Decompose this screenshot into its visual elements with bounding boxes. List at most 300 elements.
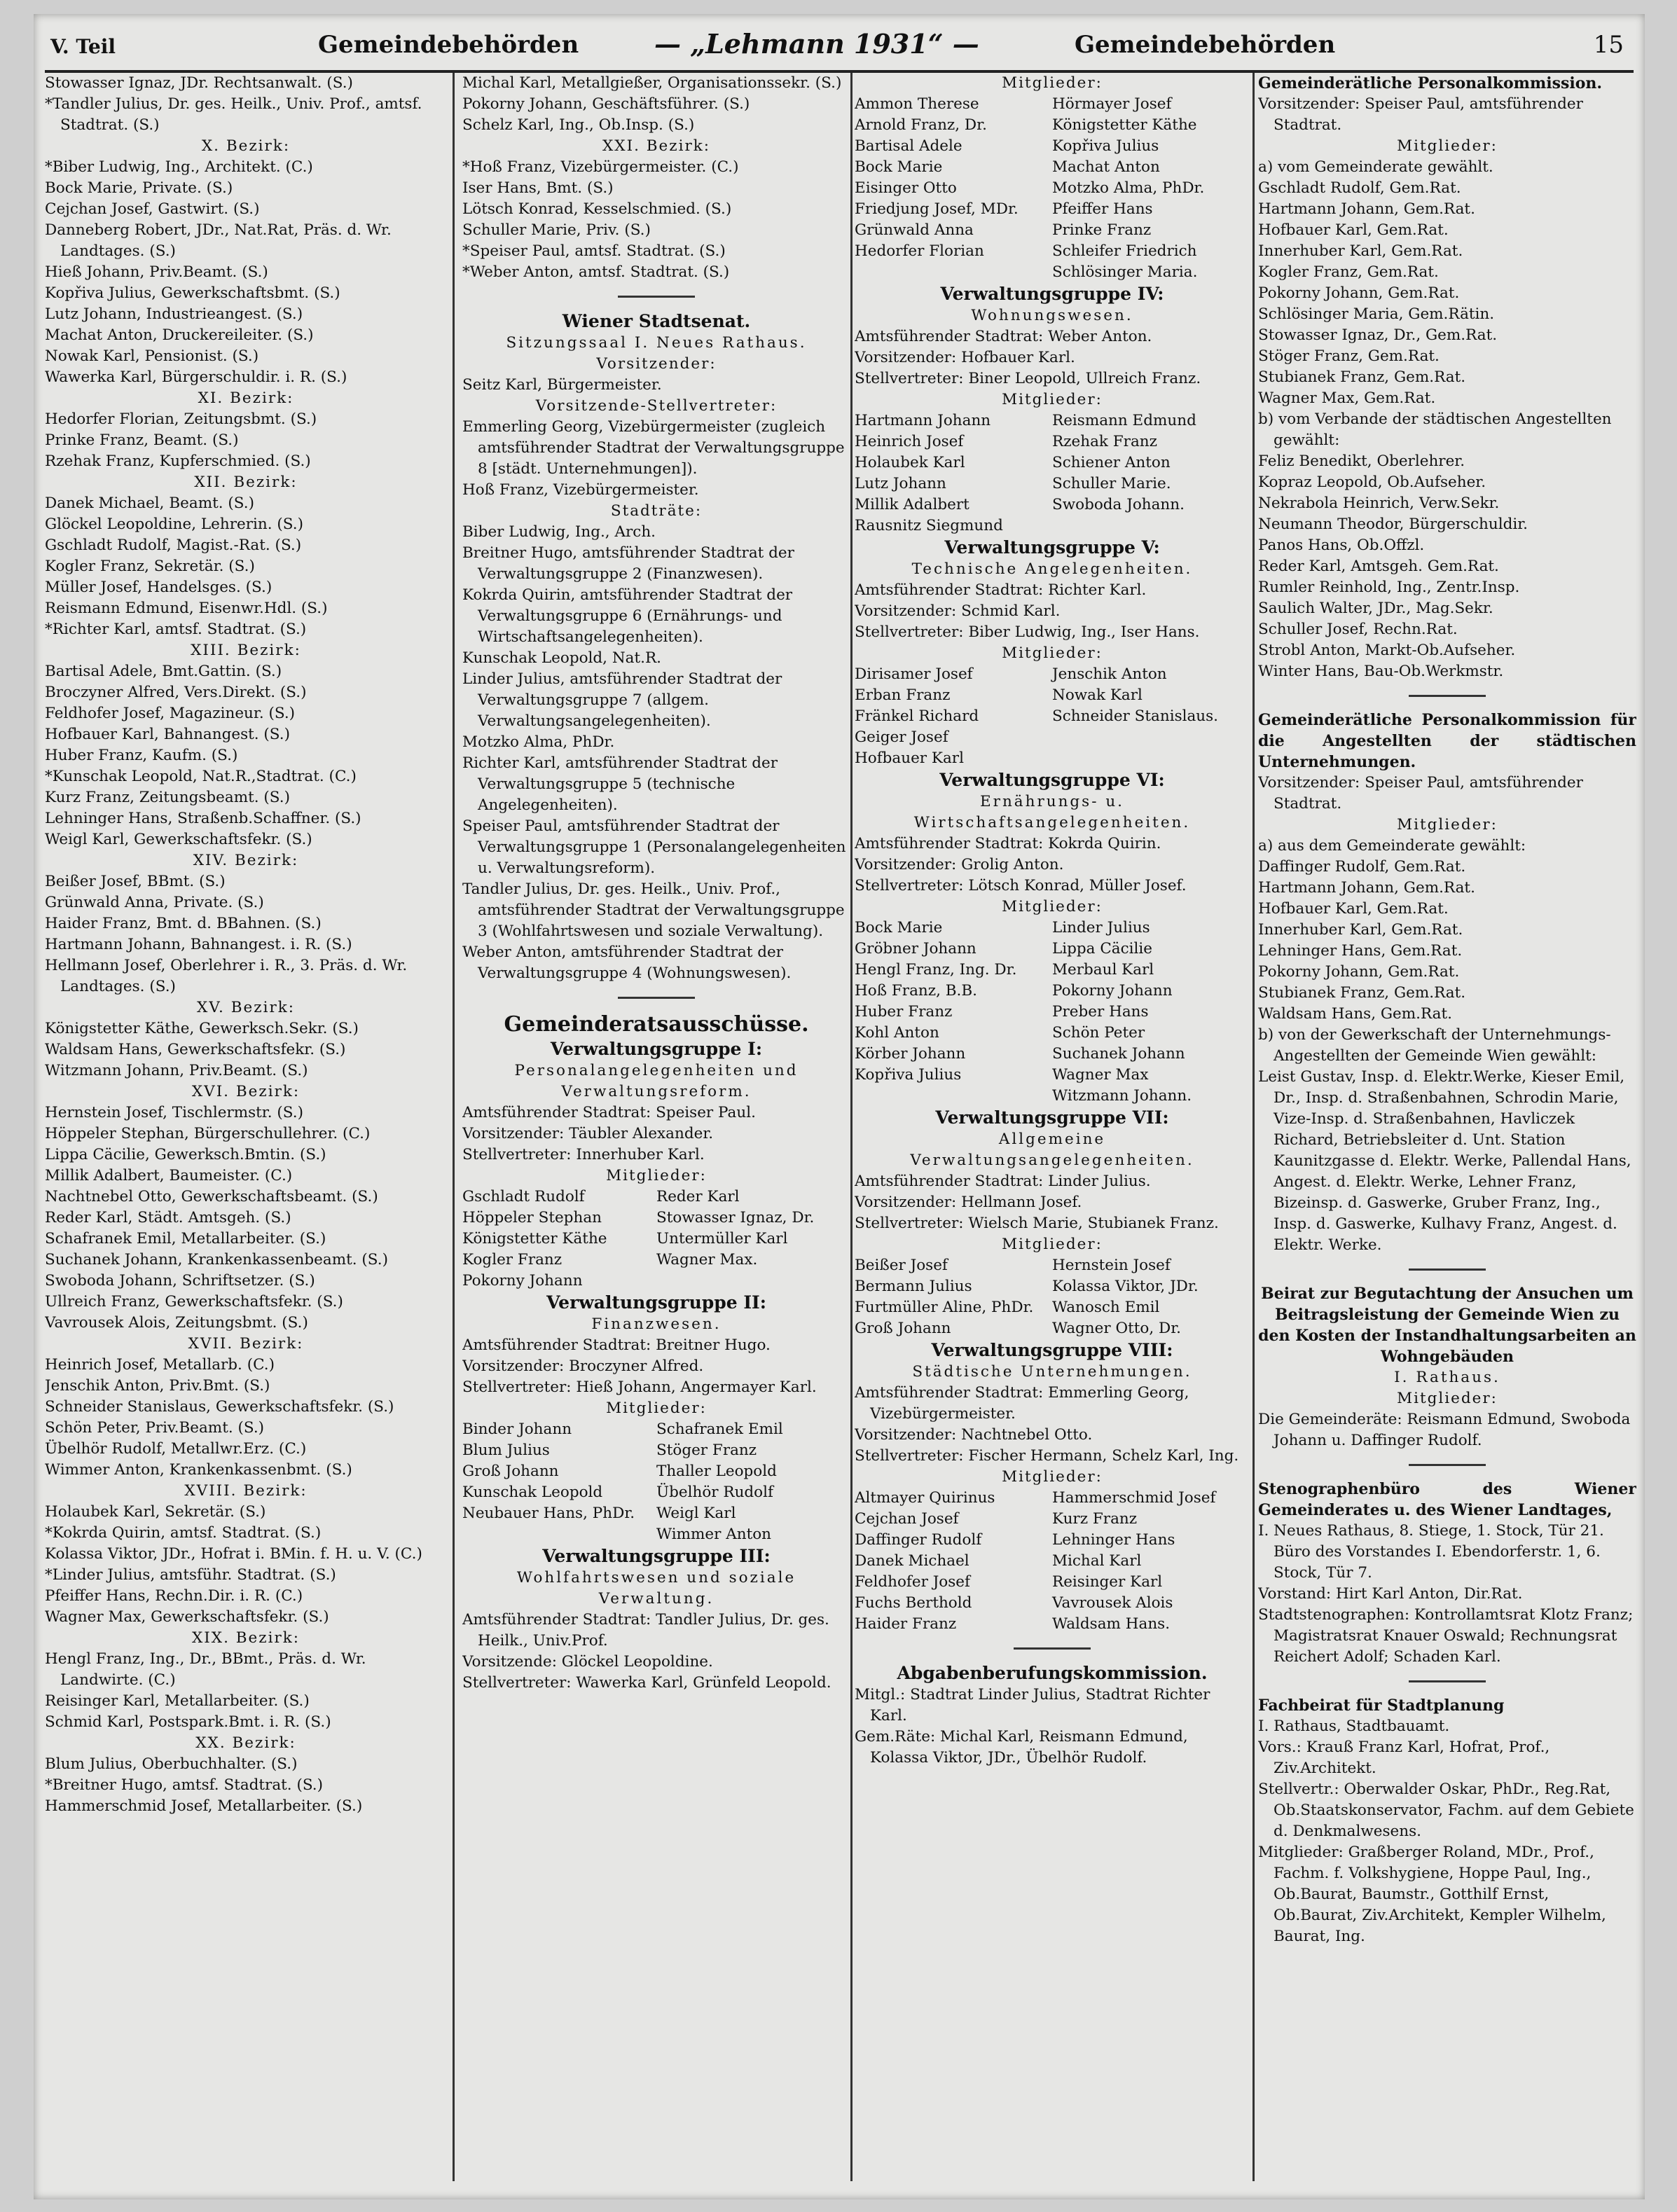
list-item: Vorsitzender: Broczyner Alfred. (462, 1357, 704, 1375)
list-item: Heinrich Josef, Metallarb. (C.) (45, 1356, 275, 1374)
member-name: Beißer Josef (855, 1257, 948, 1274)
list-item: Waldsam Hans, Gem.Rat. (1258, 1005, 1452, 1023)
list-item: Schlösinger Maria, Gem.Rätin. (1258, 305, 1495, 323)
member-name: Übelhör Rudolf (656, 1484, 773, 1501)
member-name: Wagner Max (1052, 1066, 1149, 1084)
list-item: Lehninger Hans, Gem.Rat. (1258, 942, 1463, 960)
member-name: Kolassa Viktor, JDr. (1052, 1278, 1199, 1295)
list-item: Bock Marie, Private. (S.) (45, 179, 233, 197)
member-name: Nowak Karl (1052, 686, 1143, 704)
list-item: Königstetter Käthe, Gewerksch.Sekr. (S.) (45, 1020, 359, 1037)
list-block (855, 1685, 1250, 1769)
list-item: Rumler Reinhold, Ing., Zentr.Insp. (1258, 579, 1520, 596)
paragraph: Stellvertr.: Oberwalder Oskar, PhDr., Reg.Rat, Ob.Staatskonservator, Fachm. auf dem Gebiete d. Denkmalwesens. (1258, 1781, 1634, 1840)
list-item: Winter Hans, Bau-Ob.Werkmstr. (1258, 663, 1504, 680)
list-item: Reisinger Karl, Metallarbeiter. (S.) (45, 1692, 310, 1710)
list-item: *Richter Karl, amtsf. Stadtrat. (S.) (45, 621, 307, 638)
divider (1409, 1464, 1486, 1466)
list-block (462, 73, 850, 136)
paragraph: Leist Gustav, Insp. d. Elektr.Werke, Kieser Emil, Dr., Insp. d. Straßenbahnen, Schrodin Marie, Vize-Insp. d. Straßenbahnen, Havliczek Richard, Betriebsleiter d. Unt. Station Kaunitzgasse d. Elektr. Werke, Pallendal Hans, Angest. d. Elektr. Werke, Lehner Franz, Bizeinsp. d. Gaswerke, Gruber Franz, Ing., Insp. d. Gaswerke, Kulhavy Franz, Angest. d. Elektr. Werke. (1258, 1068, 1631, 1254)
member-name: Bartisal Adele (855, 137, 962, 155)
members-table (462, 1187, 850, 1292)
list-item: Vorsitzender: Schmid Karl. (855, 602, 1061, 620)
page-number: 15 (1593, 31, 1624, 59)
district-list (462, 157, 850, 283)
member-name: Grünwald Anna (855, 221, 974, 239)
group-section (855, 537, 1250, 769)
list-item: Iser Hans, Bmt. (S.) (462, 179, 614, 197)
divider (1409, 1680, 1486, 1682)
member-name: Motzko Alma, PhDr. (1052, 179, 1205, 197)
group-section (462, 1292, 850, 1545)
member-name: Hammerschmid Josef (1052, 1489, 1216, 1507)
document-page (34, 14, 1645, 2199)
list-item: Amtsführender Stadtrat: Tandler Julius, Dr. ges. Heilk., Univ.Prof. (462, 1611, 829, 1650)
list-item: Stellvertreter: Biner Leopold, Ullreich Franz. (855, 370, 1201, 387)
list-item: Panos Hans, Ob.Offzl. (1258, 537, 1425, 554)
list-item: *Biber Ludwig, Ing., Architekt. (C.) (45, 158, 313, 176)
list-item: Schmid Karl, Postspark.Bmt. i. R. (S.) (45, 1713, 331, 1731)
list-item: Hammerschmid Josef, Metallarbeiter. (S.) (45, 1797, 363, 1815)
paragraph: Vorstand: Hirt Karl Anton, Dir.Rat. (1258, 1585, 1523, 1603)
list-item: Weigl Karl, Gewerkschaftsfekr. (S.) (45, 831, 312, 848)
district-heading: XX. Bezirk: (195, 1734, 296, 1752)
members-col-b (656, 1419, 850, 1545)
members-table (855, 410, 1250, 537)
district-heading: XI. Bezirk: (198, 389, 294, 407)
group-label: b) von der Gewerkschaft der Unternehmungs-Angestellten der Gemeinde Wien gewählt: (1258, 1026, 1611, 1065)
list-item: Stellvertreter: Wawerka Karl, Grünfeld Leopold. (462, 1674, 831, 1692)
list-item: Waldsam Hans, Gewerkschaftsfekr. (S.) (45, 1041, 346, 1058)
member-name: Lehninger Hans (1052, 1531, 1175, 1549)
group-title: Verwaltungsgruppe VIII: (931, 1340, 1173, 1360)
list-item: Wawerka Karl, Bürgerschuldir. i. R. (S.) (45, 368, 347, 386)
chair-line: Vorsitzender: Speiser Paul, amtsführender Stadtrat. (1258, 774, 1583, 813)
members-col-b (1052, 664, 1250, 769)
list-item: Vorsitzender: Täubler Alexander. (462, 1125, 714, 1142)
member-name: Schuller Marie. (1052, 475, 1171, 492)
paragraph: I. Neues Rathaus, 8. Stiege, 1. Stock, Tür 21. Büro des Vorstandes I. Ebendorferstr. 1, 6. Stock, Tür 7. (1258, 1522, 1604, 1582)
member-name: Groß Johann (855, 1320, 951, 1337)
column-rule (850, 73, 853, 2181)
member-name: Michal Karl (1052, 1552, 1142, 1570)
member-name: Thaller Leopold (656, 1463, 777, 1480)
district-list (45, 661, 447, 850)
member-name: Preber Hans (1052, 1003, 1149, 1021)
group-officers (855, 1171, 1250, 1234)
list-item: Glöckel Leopoldine, Lehrerin. (S.) (45, 516, 303, 533)
list-item: Rzehak Franz, Kupferschmied. (S.) (45, 452, 311, 470)
list-item: Wimmer Anton, Krankenkassenbmt. (S.) (45, 1461, 352, 1479)
district-section (45, 850, 447, 997)
district-list (45, 1649, 447, 1733)
list-item: Feldhofer Josef, Magazineur. (S.) (45, 705, 296, 722)
member-name: Kohl Anton (855, 1024, 939, 1042)
section-subtitle: Sitzungssaal I. Neues Rathaus. (506, 334, 807, 352)
list-item: Speiser Paul, amtsführender Stadtrat der Verwaltungsgruppe 1 (Personalangelegenheiten u. Verwaltungsreform). (462, 817, 846, 877)
members-col-a (855, 94, 1052, 283)
member-name: Vavrousek Alois (1052, 1594, 1173, 1612)
group-subject: Finanzwesen. (591, 1315, 722, 1333)
member-name: Wagner Otto, Dr. (1052, 1320, 1181, 1337)
section-title: Stenographenbüro des Wiener Gemeinderates u. des Wiener Landtages, (1258, 1480, 1636, 1519)
group-title: Verwaltungsgruppe I: (550, 1039, 763, 1059)
list-item: Grünwald Anna, Private. (S.) (45, 894, 264, 911)
list-item: Stubianek Franz, Gem.Rat. (1258, 984, 1466, 1002)
group-section (855, 283, 1250, 537)
group-officers (462, 1335, 850, 1398)
section-title: Gemeinderätliche Personalkommission. (1258, 74, 1603, 92)
list-item: Ullreich Franz, Gewerkschaftsfekr. (S.) (45, 1293, 343, 1311)
list-item: *Tandler Julius, Dr. ges. Heilk., Univ. Prof., amtsf. Stadtrat. (S.) (45, 95, 422, 134)
divider (1409, 1269, 1486, 1271)
list-item: Hengl Franz, Ing., Dr., BBmt., Präs. d. Wr. Landwirte. (C.) (45, 1650, 366, 1689)
list-item: Lutz Johann, Industrieangest. (S.) (45, 305, 303, 323)
list-item: Cejchan Josef, Gastwirt. (S.) (45, 200, 260, 218)
group-section (855, 73, 1250, 283)
list-item: Reder Karl, Städt. Amtsgeh. (S.) (45, 1209, 291, 1226)
paragraph: Die Gemeinderäte: Reismann Edmund, Swoboda Johann u. Daffinger Rudolf. (1258, 1411, 1631, 1449)
divider (618, 997, 695, 999)
list-item: Pokorny Johann, Gem.Rat. (1258, 284, 1460, 302)
member-name: Groß Johann (462, 1463, 559, 1480)
group-officers (855, 580, 1250, 643)
list-item: Vavrousek Alois, Zeitungsbmt. (S.) (45, 1314, 308, 1332)
members-col-a (855, 664, 1052, 769)
group-section (855, 1339, 1250, 1635)
members-table (855, 94, 1250, 283)
district-list (45, 1355, 447, 1481)
list-item: Hofbauer Karl, Gem.Rat. (1258, 221, 1449, 239)
list-item: Kunschak Leopold, Nat.R. (462, 649, 661, 667)
list-item: Gem.Räte: Michal Karl, Reismann Edmund, Kolassa Viktor, JDr., Übelhör Rudolf. (855, 1728, 1188, 1767)
members-col-a (462, 1419, 656, 1545)
member-name: Eisinger Otto (855, 179, 957, 197)
list-item: Linder Julius, amtsführender Stadtrat der Verwaltungsgruppe 7 (allgem. Verwaltungsangelegenheiten). (462, 670, 782, 730)
subheading: Stadträte: (610, 502, 703, 520)
list-item: Pokorny Johann, Gem.Rat. (1258, 963, 1460, 981)
list-item: Vorsitzender: Hofbauer Karl. (855, 349, 1075, 366)
list-item: Feliz Benedikt, Oberlehrer. (1258, 452, 1465, 470)
list-item: Biber Ludwig, Ing., Arch. (462, 523, 656, 541)
member-name: Haider Franz (855, 1615, 957, 1633)
list-item: Stowasser Ignaz, Dr., Gem.Rat. (1258, 326, 1498, 344)
list-item: Stellvertreter: Wielsch Marie, Stubianek Franz. (855, 1215, 1219, 1232)
paragraph: I. Rathaus, Stadtbauamt. (1258, 1717, 1450, 1735)
member-name: Dirisamer Josef (855, 665, 973, 683)
list-item: Emmerling Georg, Vizebürgermeister (zugleich amtsführender Stadtrat der Verwaltungsgruppe 8 [städt. Unternehmungen]). (462, 418, 845, 478)
list-item: Hernstein Josef, Tischlermstr. (S.) (45, 1104, 303, 1121)
list-item: Neumann Theodor, Bürgerschuldir. (1258, 516, 1528, 533)
list-item: Huber Franz, Kaufm. (S.) (45, 747, 238, 764)
member-name: Reismann Edmund (1052, 412, 1196, 429)
list-item: Schön Peter, Priv.Beamt. (S.) (45, 1419, 265, 1437)
list-item: Kogler Franz, Sekretär. (S.) (45, 558, 255, 575)
member-name: Lutz Johann (855, 475, 946, 492)
member-name: Schneider Stanislaus. (1052, 707, 1219, 725)
group-label: b) vom Verbande der städtischen Angestellten gewählt: (1258, 410, 1612, 449)
member-name: Binder Johann (462, 1420, 572, 1438)
list-item: Reder Karl, Amtsgeh. Gem.Rat. (1258, 558, 1499, 575)
member-name: Gschladt Rudolf (462, 1188, 585, 1205)
list-item: *Kunschak Leopold, Nat.R.,Stadtrat. (C.) (45, 768, 357, 785)
group-subject: Wohnungswesen. (971, 307, 1133, 324)
member-name: Machat Anton (1052, 158, 1160, 176)
column-rule (453, 73, 455, 2181)
list-item: Amtsführender Stadtrat: Kokrda Quirin. (855, 835, 1161, 852)
list-item: Amtsführender Stadtrat: Speiser Paul. (462, 1104, 756, 1121)
member-name: Millik Adalbert (855, 496, 969, 513)
member-name: Kopřiva Julius (1052, 137, 1159, 155)
list-item: Hofbauer Karl, Bahnangest. (S.) (45, 726, 290, 743)
member-name: Hörmayer Josef (1052, 95, 1172, 113)
divider (1014, 1647, 1091, 1650)
list-item: Tandler Julius, Dr. ges. Heilk., Univ. Prof., amtsführender Stadtrat der Verwaltungsgruppe 3 (Wohlfahrtswesen und soziale Verwaltung). (462, 880, 845, 940)
member-name: Neubauer Hans, PhDr. (462, 1505, 635, 1522)
section-title: Fachbeirat für Stadtplanung (1258, 1696, 1505, 1715)
list-item: Nowak Karl, Pensionist. (S.) (45, 347, 259, 365)
list-item: Richter Karl, amtsführender Stadtrat der Verwaltungsgruppe 5 (technische Angelegenheiten). (462, 754, 778, 814)
list-item: Hieß Johann, Priv.Beamt. (S.) (45, 263, 268, 281)
member-name: Schlösinger Maria. (1052, 263, 1198, 281)
members-table (462, 1419, 850, 1545)
list-item: Gschladt Rudolf, Magist.-Rat. (S.) (45, 537, 302, 554)
members-col-b (1052, 410, 1250, 537)
member-name: Hernstein Josef (1052, 1257, 1171, 1274)
member-name: Cejchan Josef (855, 1510, 959, 1528)
group-title: Verwaltungsgruppe IV: (940, 284, 1164, 304)
section-title: Abgabenberufungskommission. (897, 1663, 1208, 1683)
list-item: Kurz Franz, Zeitungsbeamt. (S.) (45, 789, 290, 806)
group-subject: Ernährungs- u. Wirtschaftsangelegenheiten. (913, 793, 1191, 831)
list-item: Reismann Edmund, Eisenwr.Hdl. (S.) (45, 600, 328, 617)
members-heading: Mitglieder: (1002, 1468, 1103, 1486)
member-name: Kogler Franz (462, 1251, 563, 1269)
members-table (855, 1488, 1250, 1635)
list-block (1258, 451, 1636, 682)
chair-line: Vorsitzender: Speiser Paul, amtsführender Stadtrat. (1258, 95, 1583, 134)
district-section (45, 1628, 447, 1733)
list-item: *Breitner Hugo, amtsf. Stadtrat. (S.) (45, 1776, 324, 1794)
list-block (462, 522, 850, 984)
list-item: Lehninger Hans, Straßenb.Schaffner. (S.) (45, 810, 361, 827)
list-item: Hellmann Josef, Oberlehrer i. R., 3. Präs. d. Wr. Landtages. (S.) (45, 957, 408, 995)
group-officers (855, 1383, 1250, 1467)
district-section (45, 1481, 447, 1628)
group-title: Verwaltungsgruppe VII: (935, 1107, 1169, 1128)
divider (1409, 695, 1486, 697)
members-col-a (462, 1187, 656, 1292)
district-heading: XXI. Bezirk: (602, 137, 711, 155)
group-section (462, 1545, 850, 1694)
members-heading: Mitglieder: (1002, 898, 1103, 915)
running-title-center: — „Lehmann 1931“ — (654, 28, 979, 60)
list-item: Stellvertreter: Innerhuber Karl. (462, 1146, 705, 1163)
member-name: Wanosch Emil (1052, 1299, 1160, 1316)
group-title: Verwaltungsgruppe III: (542, 1546, 771, 1566)
district-heading: XVIII. Bezirk: (184, 1482, 308, 1500)
member-name: Erban Franz (855, 686, 951, 704)
member-name: Gröbner Johann (855, 940, 976, 958)
member-name: Weigl Karl (656, 1505, 736, 1522)
list-item: *Linder Julius, amtsführ. Stadtrat. (S.) (45, 1566, 336, 1584)
member-name: Wagner Max. (656, 1251, 758, 1269)
list-item: *Speiser Paul, amtsf. Stadtrat. (S.) (462, 242, 726, 260)
member-name: Schön Peter (1052, 1024, 1145, 1042)
list-item: Michal Karl, Metallgießer, Organisationssekr. (S.) (462, 74, 842, 92)
member-name: Rausnitz Siegmund (855, 517, 1003, 534)
members-col-a (855, 1488, 1052, 1635)
list-item: Schuller Marie, Priv. (S.) (462, 221, 651, 239)
member-name: Hartmann Johann (855, 412, 991, 429)
list-item: Schafranek Emil, Metallarbeiter. (S.) (45, 1230, 326, 1247)
district-section (45, 388, 447, 472)
list-item: Haider Franz, Bmt. d. BBahnen. (S.) (45, 915, 322, 932)
list-item: Seitz Karl, Bürgermeister. (462, 376, 662, 394)
section-title: Gemeinderätliche Personalkommission für die Angestellten der städtischen Unternehmungen. (1258, 711, 1636, 771)
member-name: Blum Julius (462, 1442, 550, 1459)
members-heading: Mitglieder: (1002, 391, 1103, 408)
district-section (45, 1334, 447, 1481)
member-name: Feldhofer Josef (855, 1573, 970, 1591)
members-table (855, 918, 1250, 1107)
member-name: Hofbauer Karl (855, 749, 964, 767)
list-item: *Weber Anton, amtsf. Stadtrat. (S.) (462, 263, 730, 281)
column-2 (462, 73, 850, 2188)
list-item: Stellvertreter: Hieß Johann, Angermayer Karl. (462, 1378, 817, 1396)
group-subject: Technische Angelegenheiten. (911, 560, 1193, 578)
list-item: Kogler Franz, Gem.Rat. (1258, 263, 1439, 281)
list-item: Stowasser Ignaz, JDr. Rechtsanwalt. (S.) (45, 74, 353, 92)
district-section (45, 997, 447, 1081)
list-item: Machat Anton, Druckereileiter. (S.) (45, 326, 314, 344)
paragraph: Stadtstenographen: Kontrollamtsrat Klotz Franz; Magistratsrat Knauer Oswald; Rechnungsrat Reichert Adolf; Schaden Karl. (1258, 1606, 1634, 1666)
members-heading: Mitglieder: (1002, 74, 1103, 92)
district-section (45, 1081, 447, 1334)
list-item: Schuller Josef, Rechn.Rat. (1258, 621, 1458, 638)
list-item: Strobl Anton, Markt-Ob.Aufseher. (1258, 642, 1516, 659)
member-name: Kopřiva Julius (855, 1066, 962, 1084)
member-name: Schiener Anton (1052, 454, 1171, 471)
running-title-right: Gemeindebehörden (1075, 31, 1336, 59)
list-item: Stellvertreter: Fischer Hermann, Schelz Karl, Ing. (855, 1447, 1239, 1465)
list-item: Danneberg Robert, JDr., Nat.Rat, Präs. d. Wr. Landtages. (S.) (45, 221, 392, 260)
list-item: Innerhuber Karl, Gem.Rat. (1258, 242, 1463, 260)
member-name: Schafranek Emil (656, 1420, 783, 1438)
member-name: Hengl Franz, Ing. Dr. (855, 961, 1017, 979)
list-item: Holaubek Karl, Sekretär. (S.) (45, 1503, 266, 1521)
members-table (855, 664, 1250, 769)
group-officers (462, 1102, 850, 1166)
member-name: Körber Johann (855, 1045, 966, 1063)
district-section (45, 640, 447, 850)
subheading: Vorsitzende-Stellvertreter: (535, 397, 778, 415)
group-subject: Städtische Unternehmungen. (912, 1363, 1192, 1381)
member-name: Pfeiffer Hans (1052, 200, 1153, 218)
list-block (462, 375, 850, 396)
section-subtitle: I. Rathaus. (1394, 1369, 1500, 1386)
group-officers (855, 834, 1250, 897)
member-name: Suchanek Johann (1052, 1045, 1185, 1063)
member-name: Daffinger Rudolf (855, 1531, 982, 1549)
group-officers (855, 326, 1250, 389)
member-name: Rzehak Franz (1052, 433, 1157, 450)
district-heading: XIV. Bezirk: (193, 852, 299, 869)
member-name: Prinke Franz (1052, 221, 1152, 239)
member-name: Furtmüller Aline, PhDr. (855, 1299, 1034, 1316)
list-item: Stellvertreter: Lötsch Konrad, Müller Josef. (855, 877, 1187, 894)
district-section (45, 472, 447, 640)
running-title-left: Gemeindebehörden (318, 31, 579, 59)
member-name: Pokorny Johann (1052, 982, 1173, 1000)
subheading: Mitglieder: (1397, 816, 1498, 834)
subheading: Vorsitzender: (596, 355, 717, 373)
list-item: Schelz Karl, Ing., Ob.Insp. (S.) (462, 116, 695, 134)
member-name: Stowasser Ignaz, Dr. (656, 1209, 815, 1226)
section-title: Beirat zur Begutachtung der Ansuchen um Beitragsleistung der Gemeinde Wien zu den Kosten der Instandhaltungsarbeiten an Wohngebäuden (1258, 1285, 1636, 1366)
part-label: V. Teil (50, 35, 116, 58)
district-heading: XVI. Bezirk: (191, 1083, 301, 1100)
district-list (45, 1502, 447, 1628)
member-name: Witzmann Johann. (1052, 1087, 1192, 1105)
group-section (855, 769, 1250, 1107)
members-table (855, 1255, 1250, 1339)
group-subject: Allgemeine Verwaltungsangelegenheiten. (910, 1131, 1194, 1169)
list-item: Breitner Hugo, amtsführender Stadtrat der Verwaltungsgruppe 2 (Finanzwesen). (462, 544, 794, 583)
member-name: Heinrich Josef (855, 433, 964, 450)
list-item: Danek Michael, Beamt. (S.) (45, 495, 254, 512)
members-col-b (1052, 1488, 1250, 1635)
list-item: Amtsführender Stadtrat: Weber Anton. (855, 328, 1152, 345)
district-section (45, 136, 447, 388)
list-item: Witzmann Johann, Priv.Beamt. (S.) (45, 1062, 308, 1079)
member-name: Hoß Franz, B.B. (855, 982, 978, 1000)
column-1 (45, 73, 447, 2188)
list-item: Höppeler Stephan, Bürgerschullehrer. (C.) (45, 1125, 371, 1142)
group-officers (462, 1610, 850, 1694)
member-name: Bermann Julius (855, 1278, 972, 1295)
list-item: Übelhör Rudolf, Metallwr.Erz. (C.) (45, 1440, 307, 1458)
group-subject: Wohlfahrtswesen und soziale Verwaltung. (516, 1569, 796, 1608)
list-block (1258, 857, 1636, 1025)
member-name: Fränkel Richard (855, 707, 979, 725)
member-name: Reisinger Karl (1052, 1573, 1163, 1591)
members-col-b (656, 1187, 850, 1292)
list-item: Hofbauer Karl, Gem.Rat. (1258, 900, 1449, 918)
member-name: Bock Marie (855, 158, 943, 176)
district-list (45, 871, 447, 997)
list-item: Schneider Stanislaus, Gewerkschaftsfekr. (S.) (45, 1398, 394, 1416)
list-item: Vorsitzende: Glöckel Leopoldine. (462, 1653, 713, 1671)
subheading: Mitglieder: (1397, 137, 1498, 155)
paragraph: Mitglieder: Graßberger Roland, MDr., Prof., Fachm. f. Volkshygiene, Hoppe Paul, Ing., Ob.Baurat, Baumstr., Gotthilf Ernst, Ob.Baurat, Ziv.Architekt, Kempler Wilhelm, Baurat, Ing. (1258, 1844, 1606, 1945)
district-list (45, 1102, 447, 1334)
members-heading: Mitglieder: (1002, 1236, 1103, 1253)
members-col-a (855, 410, 1052, 537)
member-name: Huber Franz (855, 1003, 953, 1021)
group-section (462, 1038, 850, 1292)
members-col-a (855, 1255, 1052, 1339)
list-item: Stubianek Franz, Gem.Rat. (1258, 368, 1466, 386)
member-name: Danek Michael (855, 1552, 969, 1570)
district-heading: XIX. Bezirk: (191, 1629, 301, 1647)
list-item: Amtsführender Stadtrat: Richter Karl. (855, 581, 1147, 599)
members-col-b (1052, 1255, 1250, 1339)
list-item: Amtsführender Stadtrat: Linder Julius. (855, 1173, 1151, 1190)
list-item: Beißer Josef, BBmt. (S.) (45, 873, 226, 890)
list-item: Kopraz Leopold, Ob.Aufseher. (1258, 473, 1486, 491)
district-section (462, 136, 850, 283)
